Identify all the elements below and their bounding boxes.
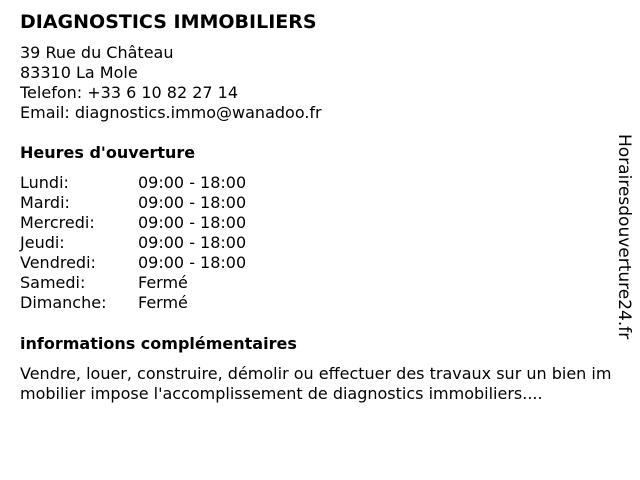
hours-day: Mercredi: (20, 213, 95, 232)
hours-time: 09:00 - 18:00 (138, 233, 247, 252)
phone-line: Telefon: +33 6 10 82 27 14 (20, 83, 239, 102)
hours-time: 09:00 - 18:00 (138, 193, 247, 212)
hours-time: Fermé (138, 273, 188, 292)
business-name: DIAGNOSTICS IMMOBILIERS (20, 11, 317, 33)
hours-time: 09:00 - 18:00 (138, 173, 247, 192)
hours-day: Vendredi: (20, 253, 96, 272)
business-card (20, 10, 620, 404)
hours-row (20, 213, 620, 233)
hours-row (20, 293, 620, 313)
email-line: Email: diagnostics.immo@wanadoo.fr (20, 103, 322, 122)
hours-row (20, 253, 620, 273)
hours-day: Lundi: (20, 173, 69, 192)
hours-heading: Heures d'ouverture (20, 143, 196, 162)
address-street: 39 Rue du Château (20, 43, 174, 62)
hours-row (20, 173, 620, 193)
hours-day: Dimanche: (20, 293, 107, 312)
info-heading: informations complémentaires (20, 334, 297, 353)
hours-day: Mardi: (20, 193, 70, 212)
hours-day: Jeudi: (20, 233, 65, 252)
hours-row (20, 273, 620, 293)
address-city: 83310 La Mole (20, 63, 138, 82)
hours-time: 09:00 - 18:00 (138, 213, 247, 232)
hours-row (20, 233, 620, 253)
hours-time: Fermé (138, 293, 188, 312)
hours-table (20, 173, 620, 313)
hours-day: Samedi: (20, 273, 86, 292)
hours-time: 09:00 - 18:00 (138, 253, 247, 272)
site-watermark: Horairesdouverture24.fr (614, 134, 634, 340)
info-description: Vendre, louer, construire, démolir ou effectuer des travaux sur un bien immobilier impose l'accomplissement de diagnostics immobiliers.... (20, 364, 612, 403)
hours-row (20, 193, 620, 213)
